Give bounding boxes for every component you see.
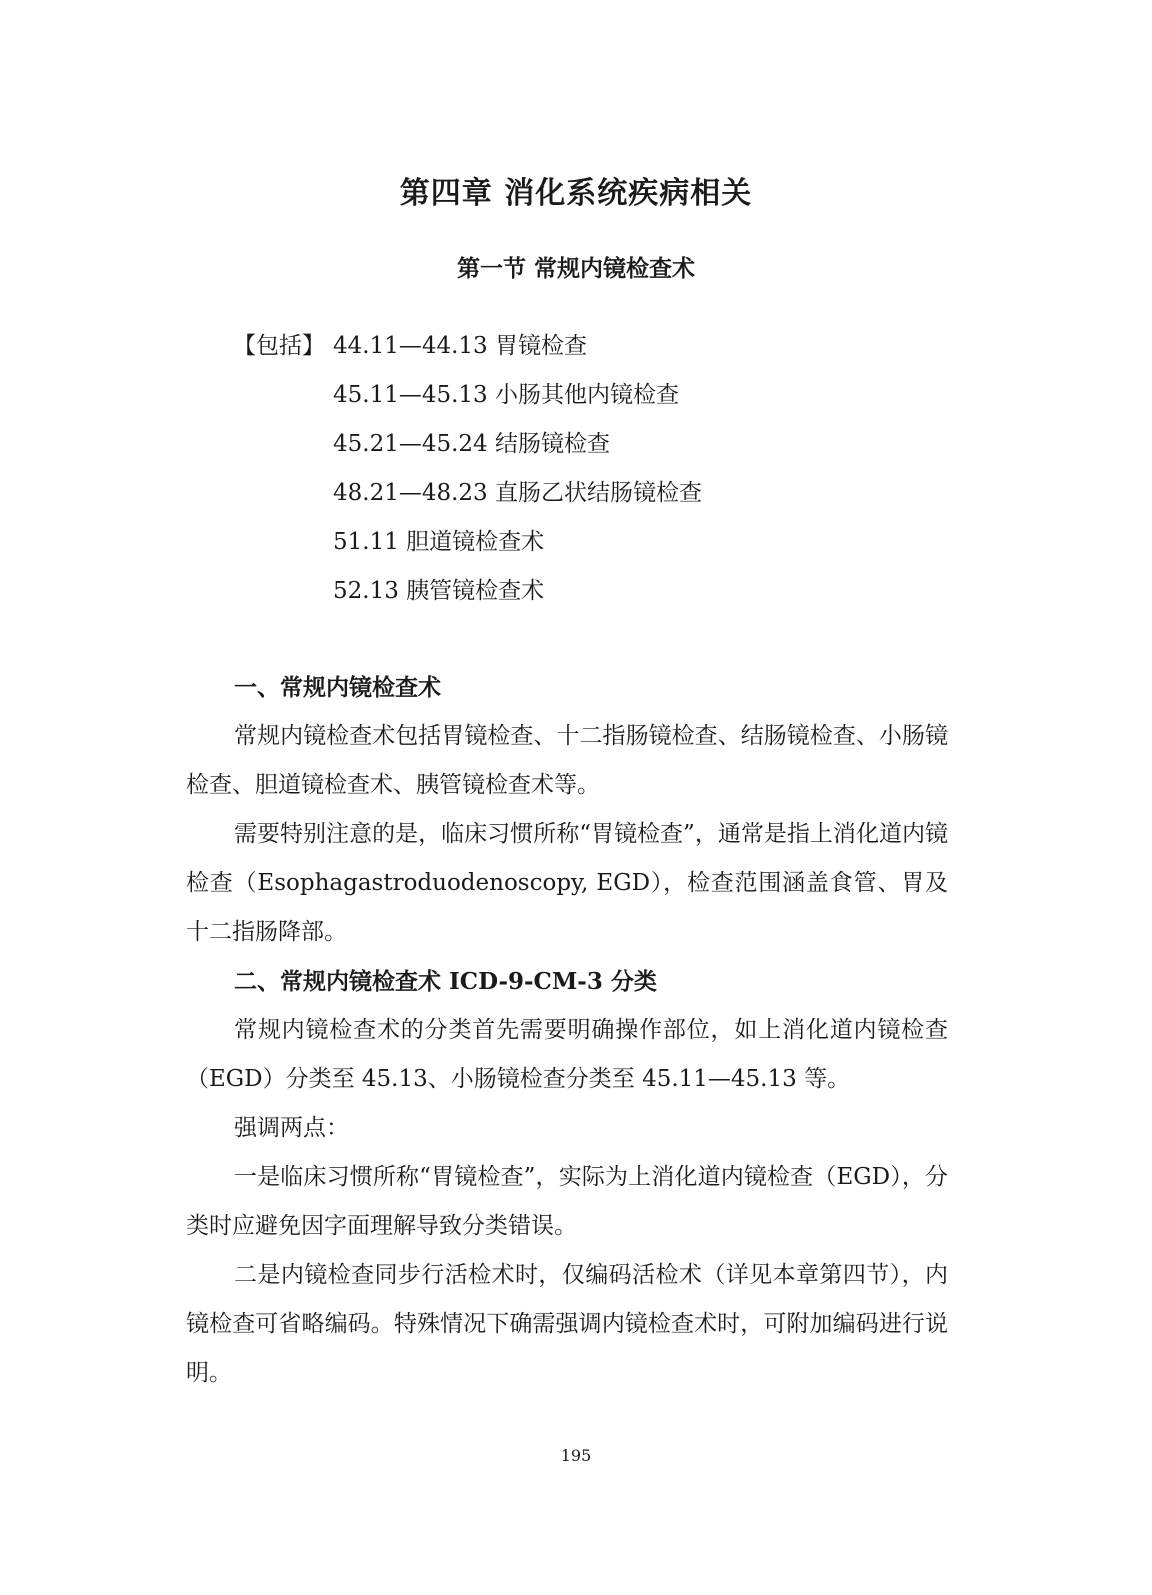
heading-1: 一、常规内镜检查术 bbox=[234, 674, 441, 701]
include-item bbox=[233, 322, 702, 371]
heading-2: 二、常规内镜检查术 ICD-9-CM-3 分类 bbox=[234, 968, 657, 995]
paragraph-2: 需要特别注意的是，临床习惯所称“胃镜检查”，通常是指上消化道内镜检查（Esophagastroduodenoscopy, EGD），检查范围涵盖食管、胃及十二指肠降部。 bbox=[186, 821, 948, 945]
chapter-title: 第四章 消化系统疾病相关 bbox=[399, 176, 753, 211]
include-item bbox=[233, 420, 702, 469]
include-item bbox=[233, 371, 702, 420]
section-title: 第一节 常规内镜检查术 bbox=[456, 255, 695, 282]
page-number: 195 bbox=[560, 1446, 592, 1465]
include-item bbox=[233, 567, 702, 616]
include-item-text: 51.11 胆道镜检查术 bbox=[333, 529, 545, 555]
include-label: 【包括】 bbox=[233, 333, 325, 359]
include-item-text: 48.21—48.23 直肠乙状结肠镜检查 bbox=[333, 480, 702, 506]
include-list bbox=[233, 322, 702, 616]
paragraph-6: 二是内镜检查同步行活检术时，仅编码活检术（详见本章第四节），内镜检查可省略编码。特殊情况下确需强调内镜检查术时，可附加编码进行说明。 bbox=[186, 1262, 948, 1386]
paragraph-4: 强调两点： bbox=[234, 1115, 349, 1141]
include-item bbox=[233, 518, 702, 567]
include-item-text: 52.13 胰管镜检查术 bbox=[333, 578, 545, 604]
body-text bbox=[186, 663, 948, 1398]
include-item-text: 44.11—44.13 胃镜检查 bbox=[333, 333, 587, 359]
include-item-text: 45.11—45.13 小肠其他内镜检查 bbox=[333, 382, 679, 408]
include-item bbox=[233, 469, 702, 518]
paragraph-5: 一是临床习惯所称“胃镜检查”，实际为上消化道内镜检查（EGD），分类时应避免因字面理解导致分类错误。 bbox=[186, 1164, 948, 1239]
paragraph-3: 常规内镜检查术的分类首先需要明确操作部位，如上消化道内镜检查（EGD）分类至 45.13、小肠镜检查分类至 45.11—45.13 等。 bbox=[186, 1017, 948, 1092]
paragraph-1: 常规内镜检查术包括胃镜检查、十二指肠镜检查、结肠镜检查、小肠镜检查、胆道镜检查术、胰管镜检查术等。 bbox=[186, 723, 948, 798]
include-item-text: 45.21—45.24 结肠镜检查 bbox=[333, 431, 610, 457]
